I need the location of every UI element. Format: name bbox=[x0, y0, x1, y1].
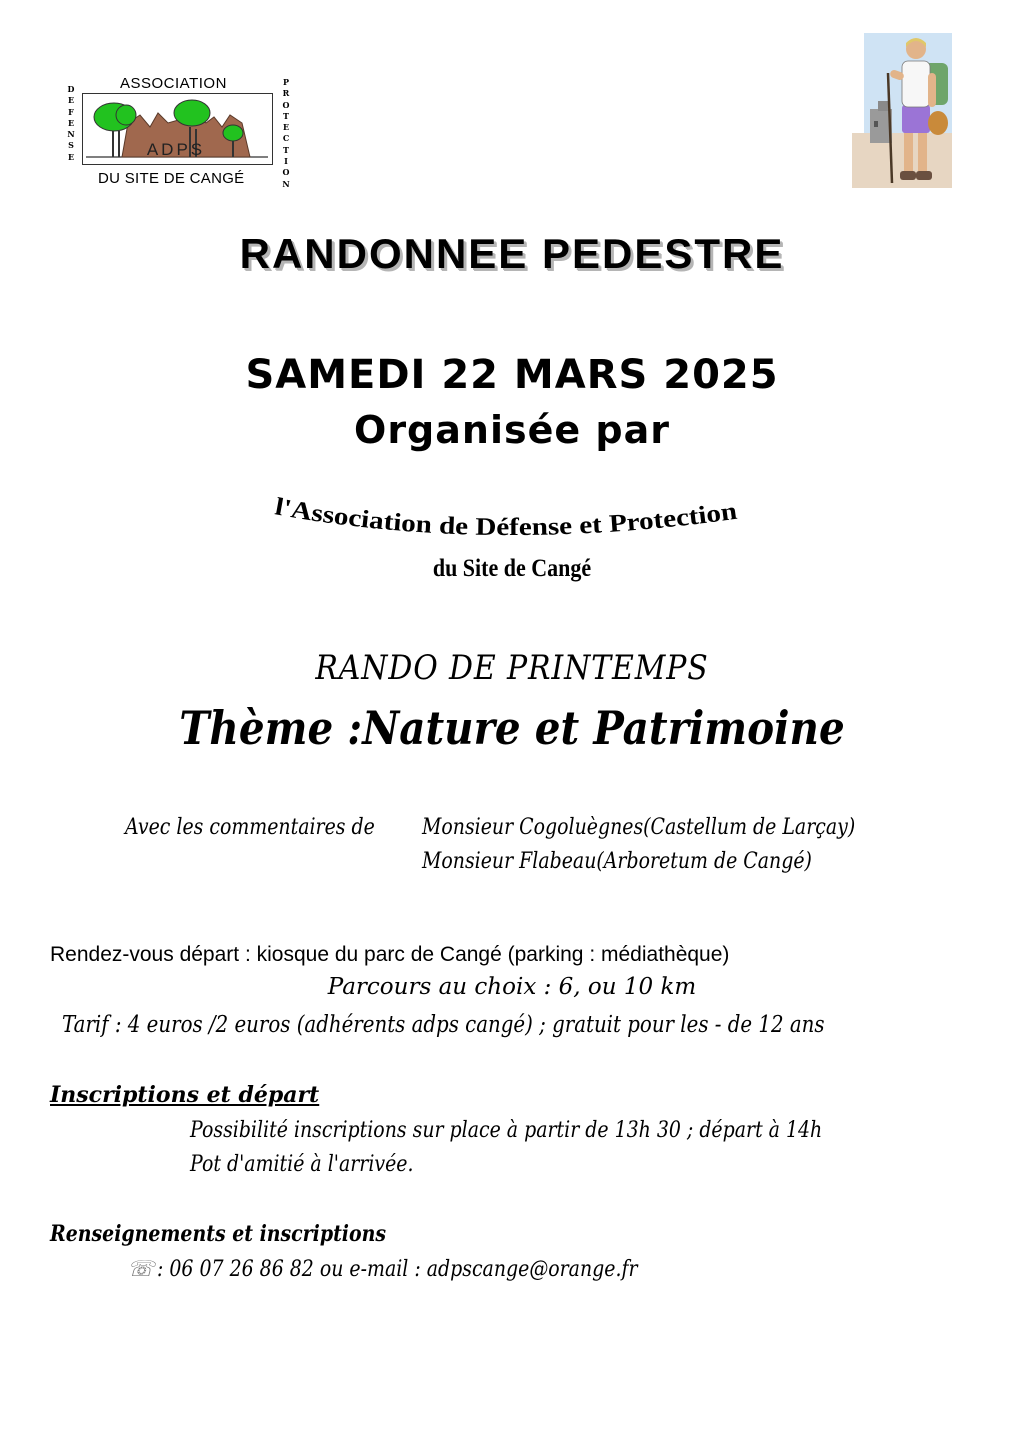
svg-text:l'Association de Défense et Pr bbox=[273, 496, 739, 541]
organised-by-heading: Organisée par bbox=[354, 408, 670, 452]
logo-vertical-letter: I bbox=[284, 156, 288, 167]
logo-vertical-letter: N bbox=[282, 178, 290, 189]
speaker-1-text: Monsieur Cogoluègnes(Castellum de Larçay) bbox=[422, 815, 856, 840]
theme-title: Thème :Nature et Patrimoine bbox=[179, 701, 845, 755]
registration-line-2 bbox=[190, 1152, 450, 1177]
comments-intro bbox=[125, 815, 416, 840]
logo-vertical-letter: T bbox=[283, 110, 289, 121]
price-info-text: Tarif : 4 euros /2 euros (adhérents adps cangé) ; gratuit pour les - de 12 ans bbox=[62, 1012, 825, 1038]
logo-vertical-letter: S bbox=[68, 140, 74, 151]
association-name-line1: l'Association de Défense et Protection bbox=[272, 496, 737, 542]
contact-section-title-text: Renseignements et inscriptions bbox=[50, 1221, 387, 1247]
registration-line-1 bbox=[190, 1118, 925, 1143]
telephone-icon: ☏ bbox=[127, 1257, 155, 1282]
logo-vertical-letter: F bbox=[68, 106, 74, 117]
logo-vertical-letter: E bbox=[67, 117, 75, 128]
logo-vertical-letter: E bbox=[67, 151, 75, 162]
logo-illustration bbox=[82, 93, 273, 165]
rando-title: RANDO DE PRINTEMPS bbox=[315, 648, 709, 688]
logo-center-text: ADPS bbox=[146, 140, 206, 159]
logo-vertical-letter: O bbox=[282, 167, 290, 178]
speaker-1 bbox=[422, 815, 926, 840]
registration-line-1-text: Possibilité inscriptions sur place à partir de 13h 30 ; départ à 14h bbox=[190, 1118, 823, 1143]
hiker-illustration bbox=[852, 33, 952, 188]
association-name-arched bbox=[270, 496, 750, 556]
association-logo bbox=[62, 72, 302, 194]
contact-info-text[interactable]: : 06 07 26 86 82 ou e-mail : adpscange@orange.fr bbox=[156, 1257, 638, 1282]
logo-vertical-letter: P bbox=[282, 77, 289, 87]
logo-right-vertical-text bbox=[281, 77, 291, 190]
registration-section-title: Inscriptions et départ bbox=[50, 1082, 320, 1108]
logo-vertical-letter: E bbox=[67, 95, 75, 106]
logo-vertical-letter: C bbox=[282, 133, 290, 144]
logo-left-vertical-text bbox=[66, 84, 76, 163]
speaker-2-text: Monsieur Flabeau(Arboretum de Cangé) bbox=[422, 849, 812, 874]
event-date: SAMEDI 22 MARS 2025 bbox=[245, 352, 779, 398]
logo-vertical-letter: E bbox=[282, 122, 290, 133]
route-choice: Parcours au choix : 6, ou 10 km bbox=[327, 974, 697, 1000]
logo-vertical-letter: T bbox=[283, 144, 289, 155]
registration-line-2-text: Pot d'amitié à l'arrivée. bbox=[190, 1152, 414, 1177]
logo-vertical-letter: D bbox=[67, 84, 75, 94]
logo-top-text: ASSOCIATION bbox=[120, 75, 227, 92]
comments-intro-text: Avec les commentaires de bbox=[125, 815, 375, 840]
meeting-point: Rendez-vous départ : kiosque du parc de Cangé (parking : médiathèque) bbox=[50, 943, 730, 966]
page-title: RANDONNEE PEDESTRE bbox=[239, 230, 785, 277]
logo-vertical-letter: O bbox=[282, 99, 290, 110]
price-info bbox=[62, 1012, 949, 1038]
contact-line bbox=[127, 1257, 715, 1282]
association-name-line2: du Site de Cangé bbox=[432, 555, 592, 582]
speaker-2 bbox=[422, 849, 875, 874]
logo-vertical-letter: N bbox=[67, 129, 75, 140]
logo-bottom-text: DU SITE DE CANGÉ bbox=[98, 170, 245, 187]
contact-section-title bbox=[50, 1221, 441, 1247]
logo-vertical-letter: R bbox=[282, 88, 290, 99]
